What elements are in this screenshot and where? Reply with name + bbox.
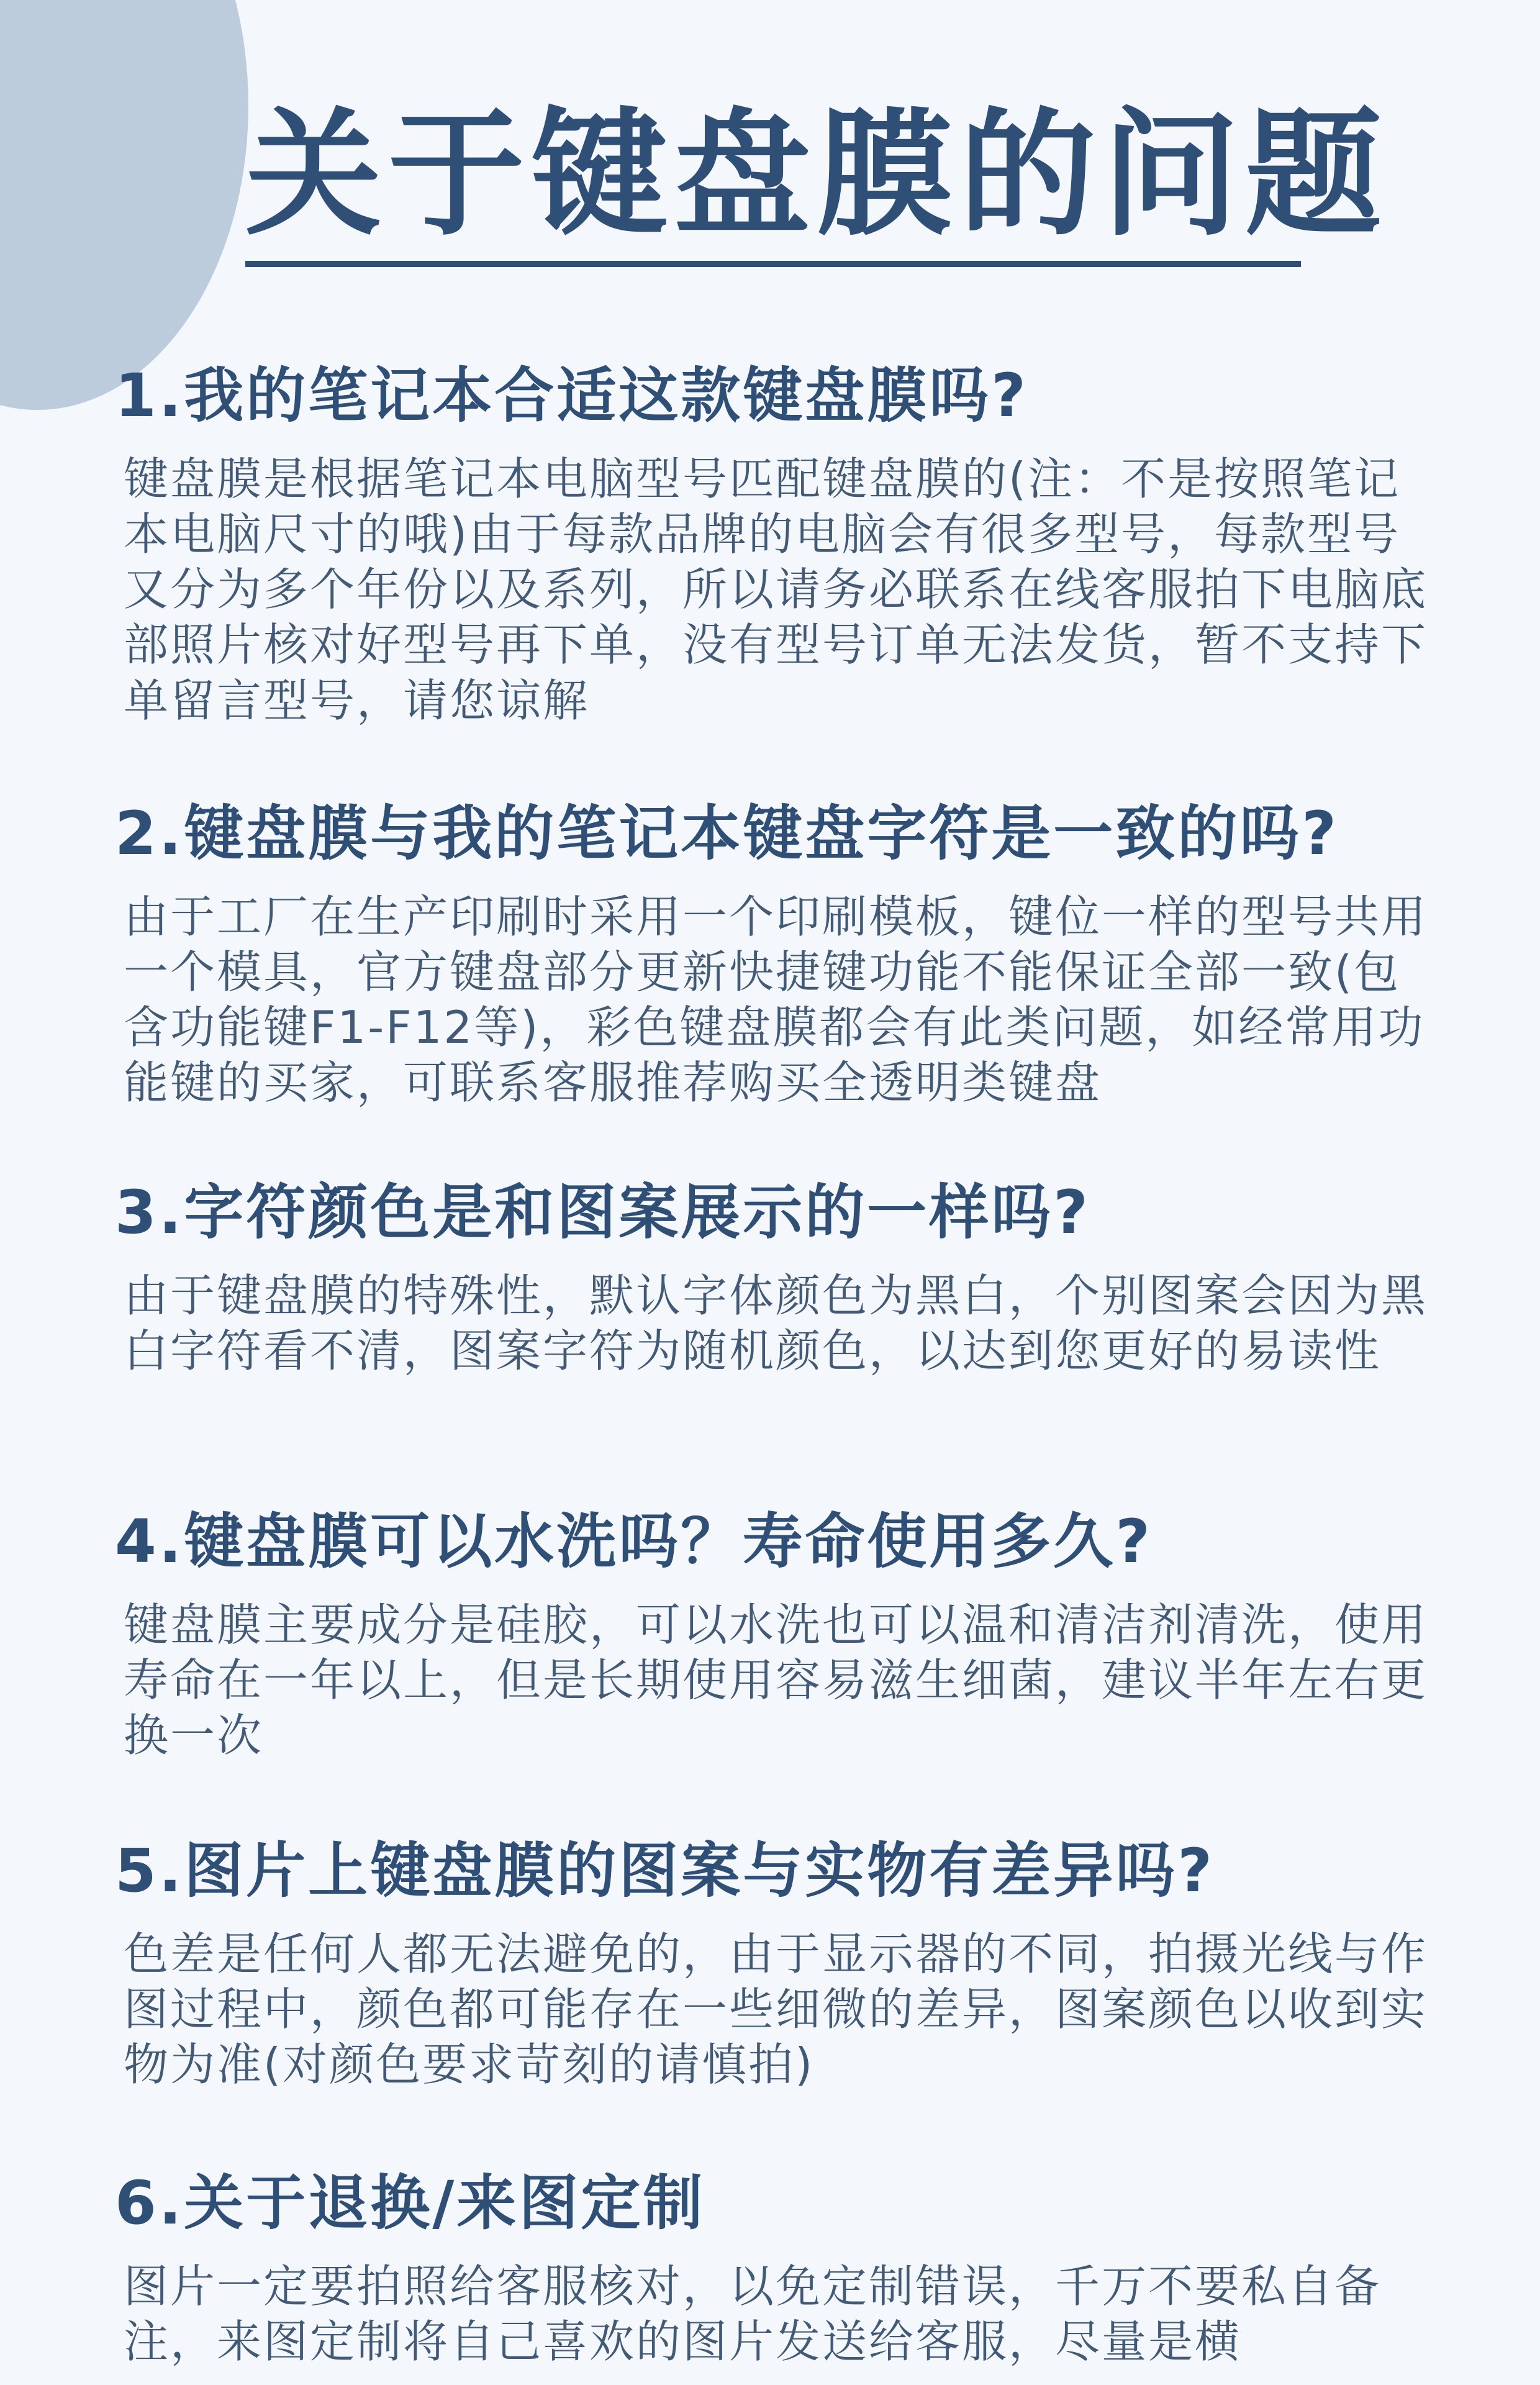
faq-question-1: 1.我的笔记本合适这款键盘膜吗?	[115, 361, 1028, 430]
faq-section-5	[115, 1838, 1431, 2092]
faq-answer-1: 键盘膜是根据笔记本电脑型号匹配键盘膜的(注：不是按照笔记本电脑尺寸的哦)由于每款品牌的电脑会有很多型号，每款型号又分为多个年份以及系列，所以请务必联系在线客服拍下电脑底部照片核对好型号再下单，没有型号订单无法发货，暂不支持下单留言型号，请您谅解	[124, 452, 1428, 727]
corner-decoration-circle	[0, 0, 248, 410]
faq-question-5: 5.图片上键盘膜的图案与实物有差异吗?	[115, 1836, 1215, 1906]
faq-section-6	[115, 2168, 1431, 2369]
faq-section-2	[115, 801, 1431, 1111]
faq-question-3: 3.字符颜色是和图案展示的一样吗?	[115, 1178, 1090, 1247]
faq-section-4	[115, 1509, 1431, 1763]
faq-question-2: 2.键盘膜与我的笔记本键盘字符是一致的吗?	[115, 799, 1339, 868]
faq-section-1	[115, 363, 1431, 729]
faq-answer-6: 图片一定要拍照给客服核对，以免定制错误，千万不要私自备注，来图定制将自己喜欢的图片发送给客服，尽量是横	[124, 2260, 1382, 2368]
faq-answer-4: 键盘膜主要成分是硅胶，可以水洗也可以温和清洁剂清洗，使用寿命在一年以上，但是长期使用容易滋生细菌，建议半年左右更换一次	[124, 1598, 1428, 1762]
page-header	[245, 95, 1388, 267]
faq-answer-2: 由于工厂在生产印刷时采用一个印刷模板，键位一样的型号共用一个模具，官方键盘部分更新快捷键功能不能保证全部一致(包含功能键F1-F12等)，彩色键盘膜都会有此类问题，如经常用功能键的买家，可联系客服推荐购买全透明类键盘	[124, 890, 1428, 1109]
faq-answer-3: 由于键盘膜的特殊性，默认字体颜色为黑白，个别图案会因为黑白字符看不清，图案字符为随机颜色，以达到您更好的易读性	[124, 1269, 1428, 1377]
faq-answer-5: 色差是任何人都无法避免的，由于显示器的不同，拍摄光线与作图过程中，颜色都可能存在一些细微的差异，图案颜色以收到实物为准(对颜色要求苛刻的请慎拍)	[124, 1927, 1428, 2091]
faq-section-3	[115, 1180, 1431, 1379]
faq-question-6: 6.关于退换/来图定制	[115, 2168, 705, 2238]
title-underline	[245, 261, 1301, 267]
faq-question-4: 4.键盘膜可以水洗吗？寿命使用多久?	[115, 1507, 1153, 1576]
page-title: 关于键盘膜的问题	[245, 95, 1388, 254]
